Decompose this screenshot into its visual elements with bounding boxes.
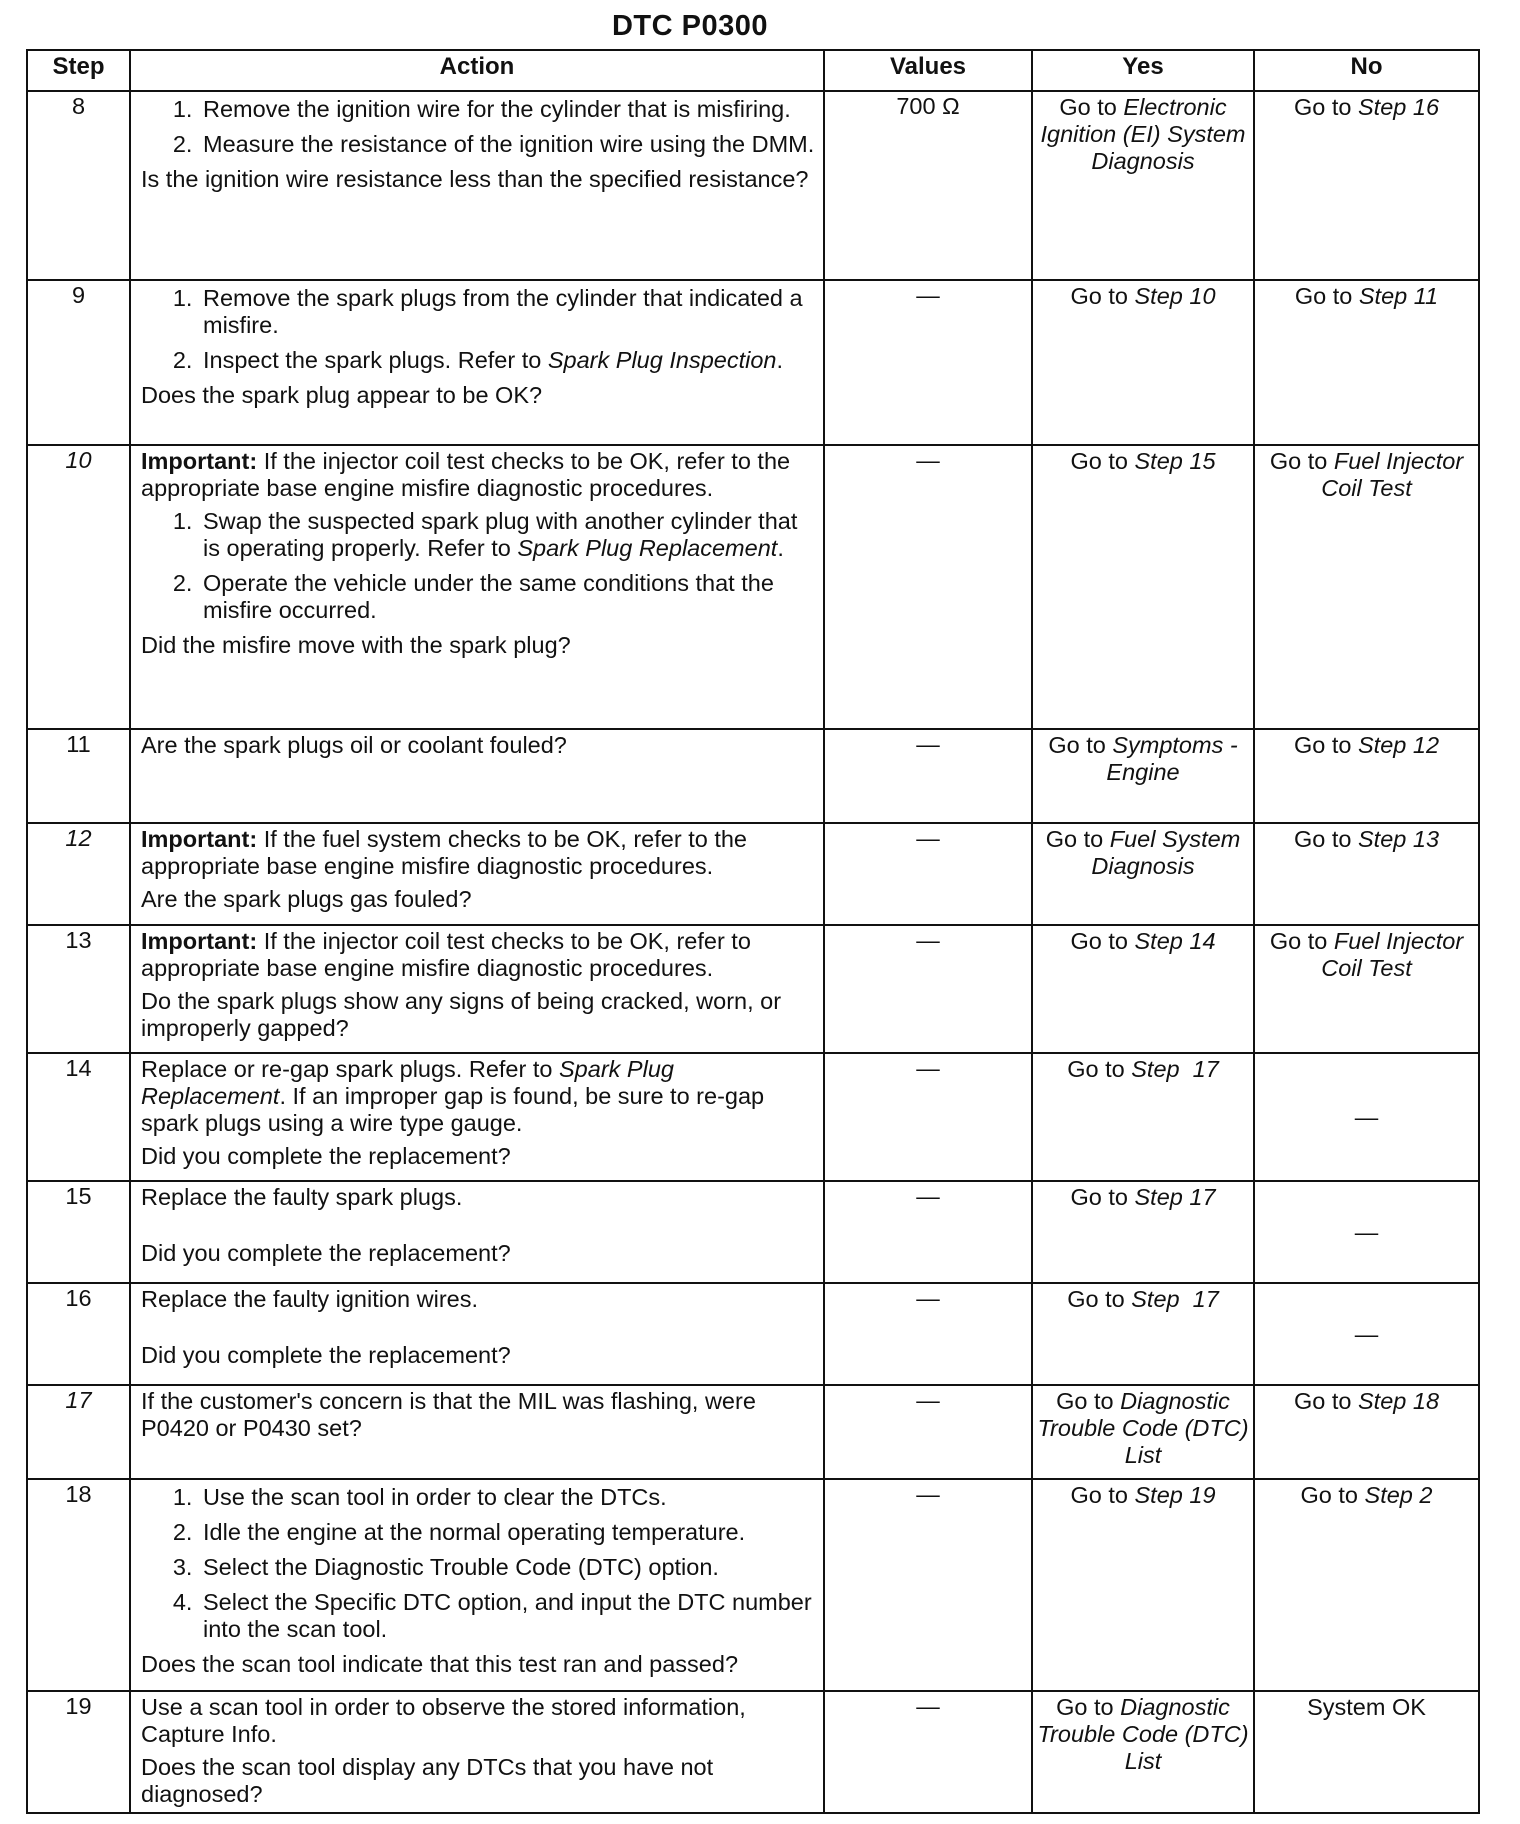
yes-prefix: Go to xyxy=(1067,1056,1132,1082)
list-item: 1. Remove the ignition wire for the cylinder that is misfiring. xyxy=(199,96,815,123)
step-number: 15 xyxy=(27,1181,130,1283)
list-item: 1. Use the scan tool in order to clear the DTCs. xyxy=(199,1484,815,1511)
yes-prefix: Go to xyxy=(1070,928,1135,954)
table-row xyxy=(27,823,1479,925)
action-question: Did you complete the replacement? xyxy=(141,1143,511,1169)
table-row xyxy=(27,925,1479,1053)
action-question: Does the scan tool indicate that this test ran and passed? xyxy=(141,1651,739,1677)
action-list xyxy=(141,96,815,158)
important-note xyxy=(141,928,815,982)
action-cell xyxy=(130,1283,824,1385)
value-cell: — xyxy=(824,729,1032,823)
yes-link[interactable]: Diagnostic Trouble Code (DTC) List xyxy=(1037,1694,1249,1774)
header-no: No xyxy=(1254,50,1479,91)
header-action: Action xyxy=(130,50,824,91)
no-link[interactable]: Fuel Injector Coil Test xyxy=(1321,448,1464,501)
no-prefix: Go to xyxy=(1269,928,1334,954)
step-number: 12 xyxy=(27,823,130,925)
yes-cell xyxy=(1032,1283,1254,1385)
yes-link[interactable]: Fuel System Diagnosis xyxy=(1091,826,1241,879)
no-prefix: Go to xyxy=(1293,826,1358,852)
important-label: Important: xyxy=(141,826,258,852)
step-number: 9 xyxy=(27,280,130,445)
header-yes: Yes xyxy=(1032,50,1254,91)
list-item xyxy=(199,508,815,562)
yes-prefix: Go to xyxy=(1045,826,1110,852)
action-question: Did you complete the replacement? xyxy=(141,1342,511,1368)
action-cell xyxy=(130,729,824,823)
yes-cell xyxy=(1032,280,1254,445)
table-row xyxy=(27,280,1479,445)
action-question: Do the spark plugs show any signs of being cracked, worn, or improperly gapped? xyxy=(141,988,782,1041)
yes-cell xyxy=(1032,1385,1254,1479)
yes-prefix: Go to xyxy=(1067,1286,1132,1312)
header-row xyxy=(27,50,1479,91)
no-link[interactable]: Step 18 xyxy=(1358,1388,1440,1414)
action-cell xyxy=(130,445,824,729)
table-row xyxy=(27,91,1479,280)
action-cell xyxy=(130,1181,824,1283)
no-prefix: Go to xyxy=(1293,732,1358,758)
no-cell xyxy=(1254,729,1479,823)
yes-cell xyxy=(1032,1691,1254,1813)
yes-link[interactable]: Diagnostic Trouble Code (DTC) List xyxy=(1037,1388,1249,1468)
table-row xyxy=(27,1385,1479,1479)
value-cell: — xyxy=(824,1691,1032,1813)
list-item: 1. Remove the spark plugs from the cylinder that indicated a misfire. xyxy=(199,285,815,339)
yes-cell xyxy=(1032,91,1254,280)
yes-link[interactable]: Step 17 xyxy=(1134,1184,1216,1210)
important-text: If the injector coil test checks to be OK, refer to appropriate base engine misfire diagnostic procedures. xyxy=(141,928,751,981)
table-row xyxy=(27,1181,1479,1283)
action-question: Are the spark plugs gas fouled? xyxy=(141,886,472,912)
no-prefix: Go to xyxy=(1293,1388,1358,1414)
yes-link[interactable]: Step 10 xyxy=(1134,283,1216,309)
list-item: 2. Measure the resistance of the ignition wire using the DMM. xyxy=(199,131,815,158)
value-cell: — xyxy=(824,823,1032,925)
action-list xyxy=(141,285,815,374)
value-cell: — xyxy=(824,445,1032,729)
yes-cell xyxy=(1032,445,1254,729)
value-cell: — xyxy=(824,1283,1032,1385)
important-text: If the fuel system checks to be OK, refer to the appropriate base engine misfire diagnostic procedures. xyxy=(141,826,747,879)
yes-cell xyxy=(1032,1479,1254,1691)
step-number: 19 xyxy=(27,1691,130,1813)
value-cell: — xyxy=(824,1479,1032,1691)
action-question: Does the spark plug appear to be OK? xyxy=(141,382,543,408)
action-cell xyxy=(130,1691,824,1813)
reference-link[interactable]: Spark Plug Replacement xyxy=(141,1056,674,1109)
action-question: Did the misfire move with the spark plug? xyxy=(141,632,571,658)
table-row xyxy=(27,1691,1479,1813)
yes-prefix: Go to xyxy=(1056,1388,1121,1414)
dtc-table xyxy=(26,49,1480,1814)
no-cell xyxy=(1254,445,1479,729)
list-text: . xyxy=(776,347,783,373)
step-number: 11 xyxy=(27,729,130,823)
no-cell: — xyxy=(1254,1053,1479,1181)
step-number: 8 xyxy=(27,91,130,280)
yes-link[interactable]: Step 17 xyxy=(1131,1056,1219,1082)
value-cell: — xyxy=(824,1385,1032,1479)
yes-cell xyxy=(1032,729,1254,823)
yes-prefix: Go to xyxy=(1070,1482,1135,1508)
action-text xyxy=(141,1056,815,1137)
list-item: 3. Select the Diagnostic Trouble Code (DTC) option. xyxy=(199,1554,815,1581)
action-cell xyxy=(130,1479,824,1691)
reference-link[interactable]: Spark Plug Inspection xyxy=(547,347,777,373)
yes-cell xyxy=(1032,823,1254,925)
no-link[interactable]: Step 13 xyxy=(1358,826,1440,852)
action-list xyxy=(141,508,815,624)
action-list xyxy=(141,1484,815,1643)
list-text: . xyxy=(777,535,784,561)
step-number: 17 xyxy=(27,1385,130,1479)
yes-prefix: Go to xyxy=(1059,94,1124,120)
yes-prefix: Go to xyxy=(1056,1694,1121,1720)
table-row xyxy=(27,445,1479,729)
no-cell: — xyxy=(1254,1181,1479,1283)
no-cell xyxy=(1254,280,1479,445)
list-text: Inspect the spark plugs. Refer to xyxy=(203,347,548,373)
action-cell xyxy=(130,1385,824,1479)
important-label: Important: xyxy=(141,448,258,474)
header-step: Step xyxy=(27,50,130,91)
value-cell: — xyxy=(824,1181,1032,1283)
list-text: Swap the suspected spark plug with another cylinder that is operating properly. Refer to xyxy=(203,508,798,561)
yes-link[interactable]: Step 19 xyxy=(1134,1482,1216,1508)
value-cell: 700 Ω xyxy=(824,91,1032,280)
step-number: 18 xyxy=(27,1479,130,1691)
value-cell: — xyxy=(824,280,1032,445)
no-cell: System OK xyxy=(1254,1691,1479,1813)
action-question: Are the spark plugs oil or coolant fouled? xyxy=(141,732,567,758)
no-cell xyxy=(1254,1479,1479,1691)
page-title: DTC P0300 xyxy=(611,10,768,42)
no-prefix: Go to xyxy=(1300,1482,1365,1508)
action-question: If the customer's concern is that the MIL was flashing, were P0420 or P0430 set? xyxy=(141,1388,756,1441)
no-prefix: Go to xyxy=(1293,94,1358,120)
step-number: 14 xyxy=(27,1053,130,1181)
action-cell xyxy=(130,280,824,445)
value-cell: — xyxy=(824,925,1032,1053)
action-text: Replace the faulty ignition wires. xyxy=(141,1286,479,1312)
no-prefix: Go to xyxy=(1294,283,1359,309)
no-link[interactable]: Step 11 xyxy=(1358,283,1439,309)
important-label: Important: xyxy=(141,928,258,954)
important-note xyxy=(141,448,815,502)
action-question: Is the ignition wire resistance less than the specified resistance? xyxy=(141,166,809,192)
yes-cell xyxy=(1032,1053,1254,1181)
yes-link[interactable]: Step 14 xyxy=(1134,928,1216,954)
value-cell: — xyxy=(824,1053,1032,1181)
table-row xyxy=(27,1283,1479,1385)
table-row xyxy=(27,1053,1479,1181)
action-question: Did you complete the replacement? xyxy=(141,1240,511,1266)
list-item xyxy=(199,347,815,374)
table-row xyxy=(27,1479,1479,1691)
no-prefix: Go to xyxy=(1269,448,1334,474)
header-values: Values xyxy=(824,50,1032,91)
action-question: Does the scan tool display any DTCs that you have not diagnosed? xyxy=(141,1754,714,1807)
list-item: 2. Idle the engine at the normal operating temperature. xyxy=(199,1519,815,1546)
reference-link[interactable]: Spark Plug Replacement xyxy=(517,535,778,561)
yes-cell xyxy=(1032,1181,1254,1283)
step-number: 16 xyxy=(27,1283,130,1385)
no-link[interactable]: Step 12 xyxy=(1358,732,1440,758)
no-link[interactable]: Fuel Injector Coil Test xyxy=(1321,928,1464,981)
list-item: 2. Operate the vehicle under the same conditions that the misfire occurred. xyxy=(199,570,815,624)
action-cell xyxy=(130,925,824,1053)
action-text-part: Replace or re-gap spark plugs. Refer to xyxy=(141,1056,559,1082)
important-text: If the injector coil test checks to be OK, refer to the appropriate base engine misfire diagnostic procedures. xyxy=(141,448,791,501)
list-item: 4. Select the Specific DTC option, and input the DTC number into the scan tool. xyxy=(199,1589,815,1643)
action-cell xyxy=(130,91,824,280)
no-cell xyxy=(1254,925,1479,1053)
no-cell: — xyxy=(1254,1283,1479,1385)
action-text: Replace the faulty spark plugs. xyxy=(141,1184,463,1210)
action-cell xyxy=(130,823,824,925)
yes-prefix: Go to xyxy=(1070,448,1135,474)
action-text-part: . If an improper gap is found, be sure to re-gap spark plugs using a wire type gauge. xyxy=(141,1083,765,1136)
yes-prefix: Go to xyxy=(1070,283,1135,309)
step-number: 10 xyxy=(27,445,130,729)
yes-link[interactable]: Step 17 xyxy=(1131,1286,1219,1312)
no-cell xyxy=(1254,1385,1479,1479)
no-link[interactable]: Step 2 xyxy=(1364,1482,1433,1508)
no-cell xyxy=(1254,823,1479,925)
yes-link[interactable]: Step 15 xyxy=(1134,448,1216,474)
yes-prefix: Go to xyxy=(1070,1184,1135,1210)
yes-cell xyxy=(1032,925,1254,1053)
yes-link[interactable]: Electronic Ignition (EI) System Diagnosis xyxy=(1040,94,1246,174)
step-number: 13 xyxy=(27,925,130,1053)
yes-link[interactable]: Symptoms - Engine xyxy=(1106,732,1238,785)
important-note xyxy=(141,826,815,880)
no-cell xyxy=(1254,91,1479,280)
action-cell xyxy=(130,1053,824,1181)
table-row xyxy=(27,729,1479,823)
no-link[interactable]: Step 16 xyxy=(1358,94,1440,120)
action-text: Use a scan tool in order to observe the stored information, Capture Info. xyxy=(141,1694,746,1747)
yes-prefix: Go to xyxy=(1048,732,1113,758)
